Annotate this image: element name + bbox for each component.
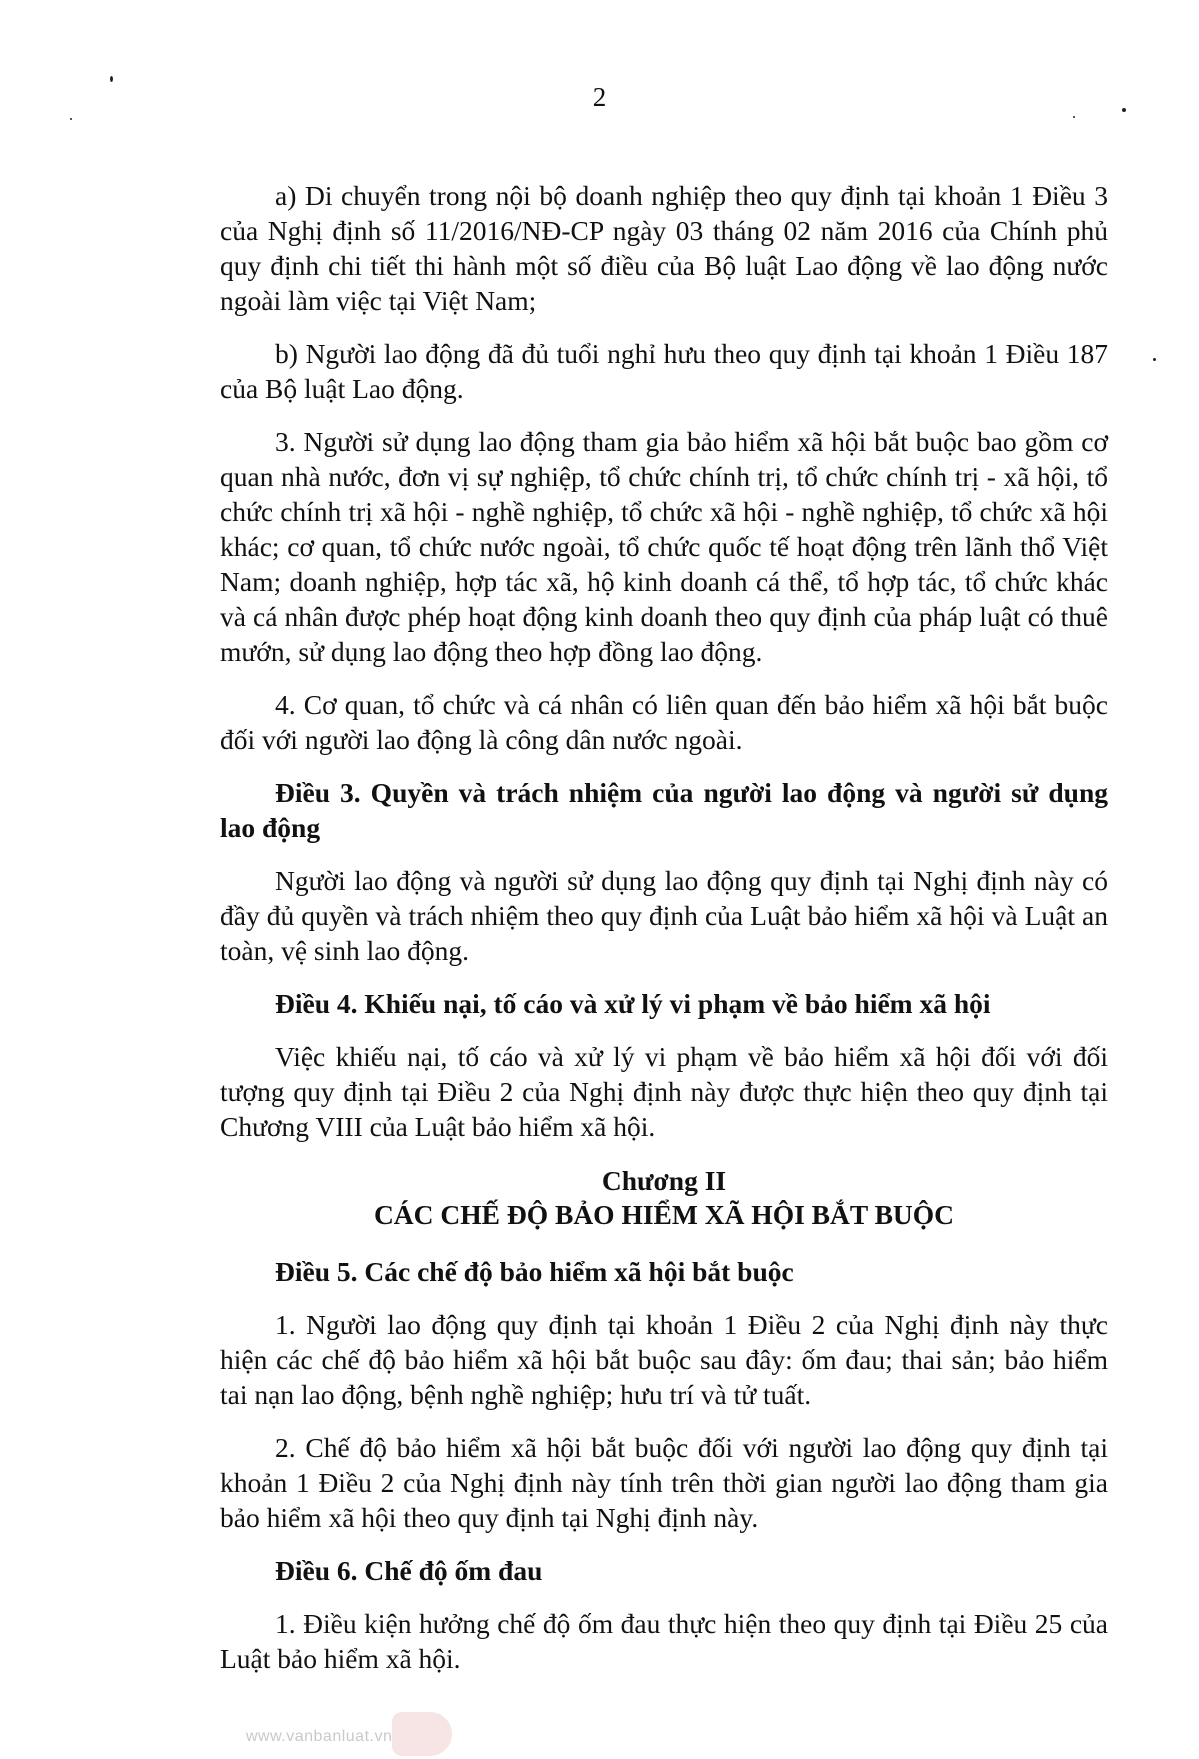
paragraph-2a: a) Di chuyển trong nội bộ doanh nghiệp theo quy định tại khoản 1 Điều 3 của Nghị định số 11/2016/NĐ-CP ngày 03 tháng 02 năm 2016 của Chính phủ quy định chi tiết thi hành một số điều của Bộ luật Lao động về lao động nước ngoài làm việc tại Việt Nam;: [220, 180, 1108, 316]
scan-speck: [1073, 116, 1075, 118]
scan-speck: [70, 118, 72, 120]
chapter-heading: [220, 1164, 1108, 1232]
article-6-heading: Điều 6. Chế độ ốm đau: [275, 1555, 543, 1586]
article-5-clause-1: 1. Người lao động quy định tại khoản 1 Điều 2 của Nghị định này thực hiện các chế độ bảo hiểm xã hội bắt buộc sau đây: ốm đau; thai sản; bảo hiểm tai nạn lao động, bệnh nghề nghiệp; hưu trí và tử tuất.: [220, 1309, 1108, 1410]
document-body: [220, 178, 1108, 1694]
article-5-heading: Điều 5. Các chế độ bảo hiểm xã hội bắt buộc: [275, 1256, 794, 1287]
article-4-body: Việc khiếu nại, tố cáo và xử lý vi phạm về bảo hiểm xã hội đối với đối tượng quy định tại Điều 2 của Nghị định này được thực hiện theo quy định tại Chương VIII của Luật bảo hiểm xã hội.: [220, 1041, 1108, 1142]
watermark-logo-icon: [392, 1712, 452, 1756]
page-number: 2: [592, 82, 607, 112]
article-3-body: Người lao động và người sử dụng lao động quy định tại Nghị định này có đầy đủ quyền và trách nhiệm theo quy định của Luật bảo hiểm xã hội và Luật an toàn, vệ sinh lao động.: [220, 865, 1108, 966]
article-6-clause-1: 1. Điều kiện hưởng chế độ ốm đau thực hiện theo quy định tại Điều 25 của Luật bảo hiểm xã hội.: [220, 1608, 1108, 1674]
paragraph-clause-4: 4. Cơ quan, tổ chức và cá nhân có liên quan đến bảo hiểm xã hội bắt buộc đối với người lao động là công dân nước ngoài.: [220, 689, 1108, 755]
paragraph-clause-3: 3. Người sử dụng lao động tham gia bảo hiểm xã hội bắt buộc bao gồm cơ quan nhà nước, đơn vị sự nghiệp, tổ chức chính trị, tổ chức chính trị - xã hội, tổ chức chính trị xã hội - nghề nghiệp, tổ chức xã hội - nghề nghiệp, tổ chức xã hội khác; cơ quan, tổ chức nước ngoài, tổ chức quốc tế hoạt động trên lãnh thổ Việt Nam; doanh nghiệp, hợp tác xã, hộ kinh doanh cá thể, tổ hợp tác, tổ chức khác và cá nhân được phép hoạt động kinh doanh theo quy định của pháp luật có thuê mướn, sử dụng lao động theo hợp đồng lao động.: [220, 426, 1108, 667]
scan-speck: [1153, 358, 1156, 361]
article-3-heading: Điều 3. Quyền và trách nhiệm của người lao động và người sử dụng lao động: [220, 777, 1108, 843]
watermark-text: www.vanbanluat.vn: [246, 1728, 393, 1745]
chapter-number: Chương II: [601, 1165, 727, 1196]
chapter-title: CÁC CHẾ ĐỘ BẢO HIỂM XÃ HỘI BẮT BUỘC: [373, 1199, 955, 1230]
article-5-clause-2: 2. Chế độ bảo hiểm xã hội bắt buộc đối với người lao động quy định tại khoản 1 Điều 2 của Nghị định này tính trên thời gian người lao động tham gia bảo hiểm xã hội theo quy định tại Nghị định này.: [220, 1432, 1108, 1533]
paragraph-2b: b) Người lao động đã đủ tuổi nghỉ hưu theo quy định tại khoản 1 Điều 187 của Bộ luật Lao động.: [220, 338, 1108, 404]
scan-speck: [110, 76, 113, 82]
article-4-heading: Điều 4. Khiếu nại, tố cáo và xử lý vi phạm về bảo hiểm xã hội: [275, 988, 991, 1019]
